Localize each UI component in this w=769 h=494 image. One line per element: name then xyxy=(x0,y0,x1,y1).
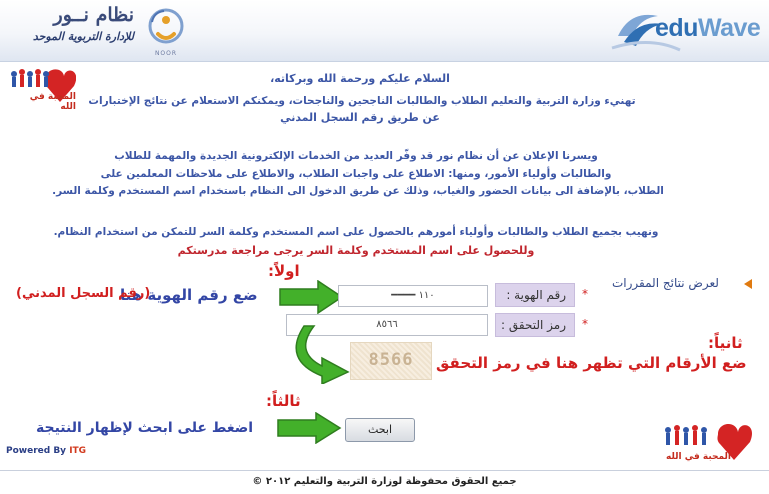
message-line-6: الطلاب، بالإضافة الى بيانات الحضور والغياب، وذلك عن طريق الدخول الى النظام باستخدام اسم المستخدم وكلمة السر. xyxy=(52,185,664,197)
message-line-7: ونهيب بجميع الطلاب والطالبات وأولياء أمورهم بالحصول على اسم المستخدم وكلمة السر للتمكن من استخدام النظام. xyxy=(53,226,659,238)
search-button[interactable]: ابحث xyxy=(345,418,415,442)
noor-logo-text: NOOR xyxy=(154,50,178,57)
captcha-label-box xyxy=(495,313,588,337)
step2-text: ضع الأرقام التي تظهر هنا في رمز التحقق xyxy=(436,354,747,372)
people-heart-icon xyxy=(660,418,760,472)
message-line-1: السلام عليكم ورحمة الله وبركاته، xyxy=(270,72,450,85)
step1-note: (رقم السجل المدني) xyxy=(16,286,151,301)
captcha-input[interactable]: ٨٥٦٦ xyxy=(286,314,488,336)
captcha-label: رمز التحقق : xyxy=(501,318,566,332)
required-star: * xyxy=(582,287,588,301)
step1-text: ضع رقم الهوية هنا xyxy=(120,286,258,304)
badge-bottom xyxy=(660,418,760,472)
message-line-5: والطالبات وأولياء الأمور، ومنها: الاطلاع على واجبات الطلاب، والاطلاع على ملاحظات المعلمين على xyxy=(100,168,612,180)
step2-label: ثانياً: xyxy=(708,334,743,352)
step3-text: اضغط على ابحث لإظهار النتيجة xyxy=(36,420,254,436)
noor-logo-icon xyxy=(140,6,192,56)
powered-by-label: Powered By xyxy=(6,446,67,456)
eduwave-prefix: edu xyxy=(655,14,698,42)
id-label-box xyxy=(495,283,588,307)
message-line-8: وللحصول على اسم المستخدم وكلمة السر يرجى مراجعة مدرستكم xyxy=(177,244,535,257)
badge-caption-bottom: المحبة في الله xyxy=(666,452,731,462)
results-link[interactable]: لعرض نتائج المقررات xyxy=(612,276,719,290)
step1-label: اولاً: xyxy=(268,262,300,280)
captcha-image-text: 8566 xyxy=(368,350,414,370)
powered-by xyxy=(6,446,86,456)
eduwave-suffix: Wave xyxy=(697,14,761,42)
results-arrow-icon xyxy=(744,279,752,289)
green-arrow-right-icon xyxy=(276,412,342,444)
green-arrow-right-icon xyxy=(278,280,344,314)
message-line-2: تهنيء وزارة التربية والتعليم الطلاب والطالبات الناجحين والناجحات، ويمكنكم الاستعلام عن نتائج الإختبارات xyxy=(88,95,636,107)
green-curved-arrow-icon xyxy=(292,322,356,384)
id-number-input[interactable]: ١١٠ ━━━━ xyxy=(338,285,488,307)
message-line-3: عن طريق رقم السجل المدني xyxy=(280,111,440,124)
required-star: * xyxy=(582,317,588,331)
step3-label: ثالثاً: xyxy=(266,392,301,410)
eduwave-wordmark xyxy=(655,14,760,43)
powered-by-brand[interactable]: ITG xyxy=(69,446,87,456)
badge-caption-top: المحبة في الله xyxy=(29,92,76,112)
noor-subtitle: للإدارة التربوية الموحد xyxy=(32,30,134,43)
footer-divider xyxy=(0,470,769,471)
footer-copyright: جميع الحقوق محفوظة لوزارة التربية والتعليم ٢٠١٢ © xyxy=(252,476,517,487)
id-label: رقم الهوية : xyxy=(506,288,566,302)
message-line-4: ويسرنا الإعلان عن أن نظام نور قد وفّر العديد من الخدمات الإلكترونية الجديدة والمهمة للطلاب xyxy=(114,150,598,162)
noor-title: نظام نــور xyxy=(53,4,134,26)
